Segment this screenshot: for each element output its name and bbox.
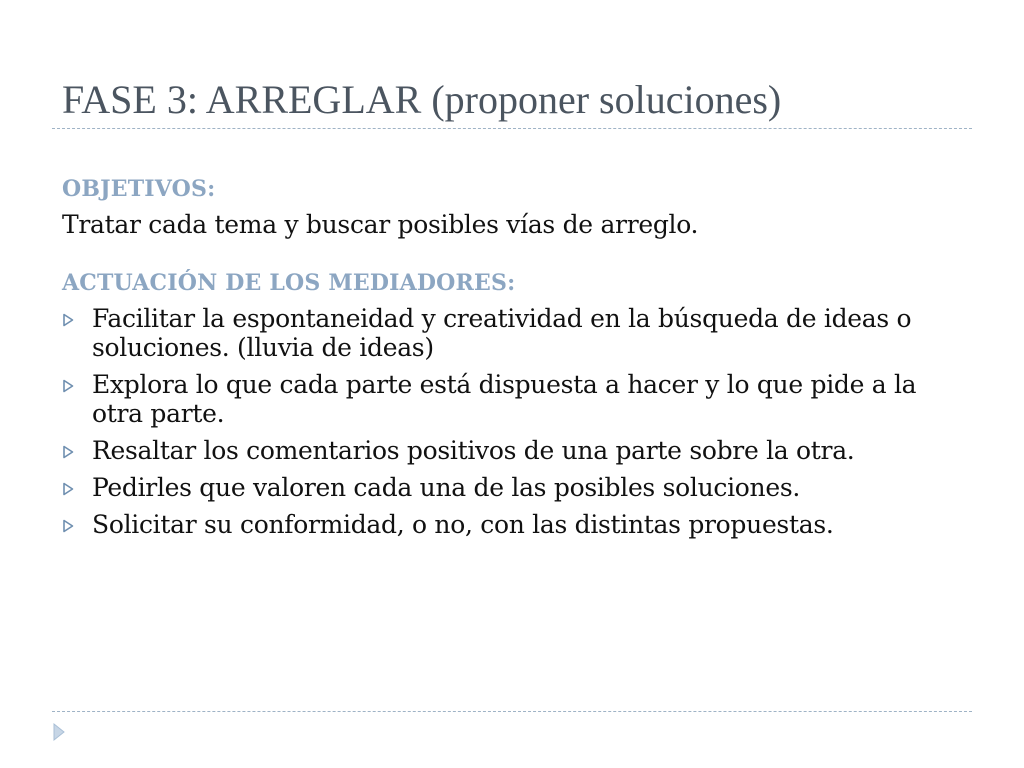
list-item-text: Resaltar los comentarios positivos de una parte sobre la otra. [92, 436, 855, 465]
list-item [62, 473, 962, 502]
actuacion-heading: ACTUACIÓN DE LOS MEDIADORES: [62, 270, 516, 296]
list-item-text: Facilitar la espontaneidad y creatividad en la búsqueda de ideas o soluciones. (lluvia de ideas) [92, 304, 912, 362]
triangle-right-icon [62, 482, 74, 496]
list-item-text: Explora lo que cada parte está dispuesta a hacer y lo que pide a la otra parte. [92, 370, 917, 428]
list-item [62, 370, 962, 428]
list-item-text: Solicitar su conformidad, o no, con las distintas propuestas. [92, 510, 834, 539]
mediator-actions-list [62, 304, 962, 539]
triangle-right-icon [62, 313, 74, 327]
list-item-text: Pedirles que valoren cada una de las posibles soluciones. [92, 473, 801, 502]
list-item [62, 436, 962, 465]
triangle-right-icon [62, 445, 74, 459]
list-item [62, 510, 962, 539]
slide-content [62, 174, 962, 547]
slide-title: FASE 3: ARREGLAR (proponer soluciones) [62, 77, 782, 122]
chevron-right-icon[interactable] [52, 722, 66, 742]
objetivos-text: Tratar cada tema y buscar posibles vías de arreglo. [62, 210, 699, 239]
list-item [62, 304, 962, 362]
triangle-right-icon [62, 519, 74, 533]
footer-divider [52, 711, 972, 712]
triangle-right-icon [62, 379, 74, 393]
objetivos-heading: OBJETIVOS: [62, 176, 216, 202]
title-divider [52, 128, 972, 129]
